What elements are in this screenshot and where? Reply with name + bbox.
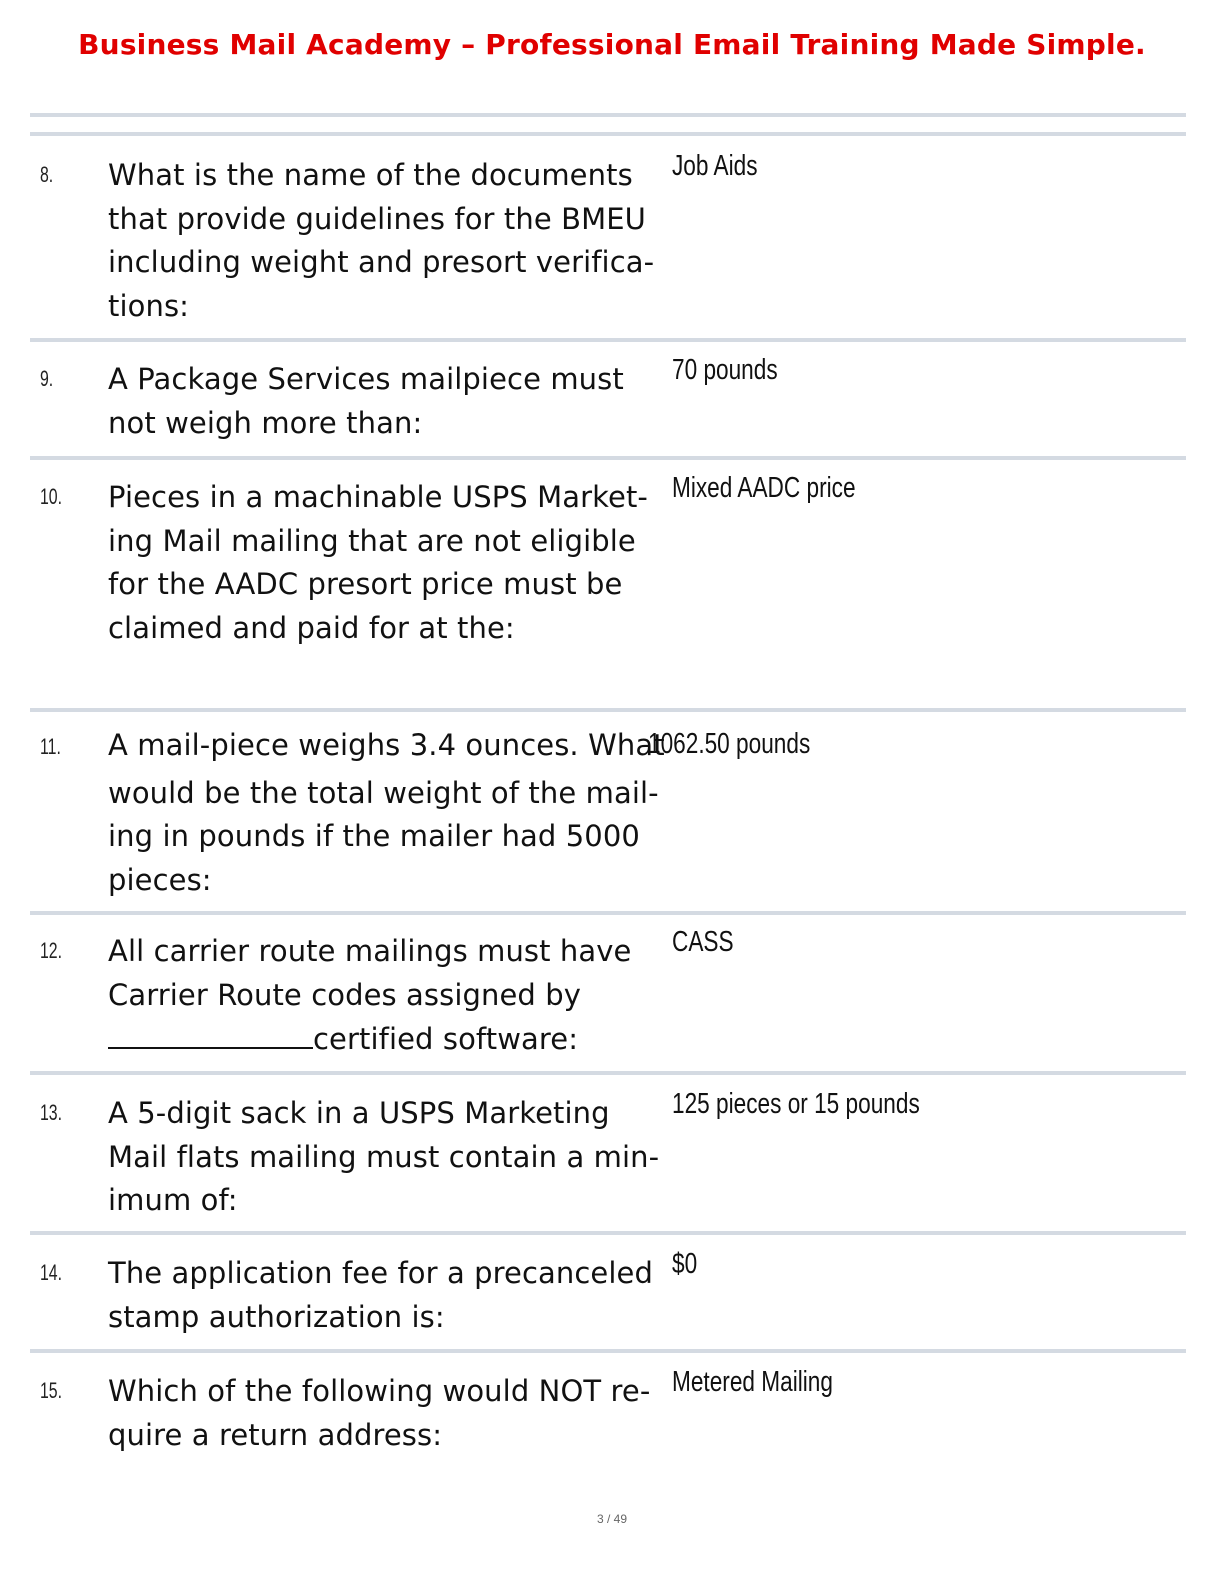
question-number: 8. bbox=[40, 162, 54, 187]
question-line: A Package Services mailpiece must bbox=[108, 362, 624, 396]
question-line: What is the name of the documents bbox=[108, 158, 633, 192]
question-divider bbox=[30, 1231, 1186, 1235]
question-line: A 5-digit sack in a USPS Marketing bbox=[108, 1096, 610, 1130]
question-line: quire a return address: bbox=[108, 1417, 443, 1452]
question-line: ing in pounds if the mailer had 5000 bbox=[108, 819, 640, 853]
question-line: All carrier route mailings must have bbox=[108, 934, 632, 968]
question-number: 12. bbox=[40, 938, 63, 963]
question-line: claimed and paid for at the: bbox=[108, 610, 515, 645]
page-header-title: Business Mail Academy – Professional Email Training Made Simple. bbox=[78, 28, 1146, 61]
question-line: including weight and presort verifica- bbox=[108, 245, 655, 279]
question-line: pieces: bbox=[108, 862, 212, 897]
answer-text: $0 bbox=[672, 1248, 698, 1280]
question-number: 15. bbox=[40, 1378, 63, 1403]
question-number: 13. bbox=[40, 1100, 63, 1125]
question-number: 11. bbox=[40, 734, 61, 759]
question-divider bbox=[30, 338, 1186, 342]
question-line: Carrier Route codes assigned by bbox=[108, 977, 582, 1012]
question-line: stamp authorization is: bbox=[108, 1299, 445, 1334]
question-text bbox=[108, 358, 673, 445]
question-divider bbox=[30, 1349, 1186, 1353]
question-text bbox=[108, 1252, 673, 1339]
question-line: ing Mail mailing that are not eligible bbox=[108, 523, 636, 558]
question-line bbox=[108, 1017, 673, 1059]
answer-text: 70 pounds bbox=[672, 354, 778, 386]
question-text bbox=[108, 930, 673, 1059]
question-number: 10. bbox=[40, 484, 63, 509]
question-line: tions: bbox=[108, 288, 190, 323]
question-text bbox=[108, 154, 673, 328]
page-number: 3 / 49 bbox=[596, 1512, 628, 1526]
header-divider bbox=[30, 113, 1186, 117]
answer-text: CASS bbox=[672, 926, 734, 958]
answer-text: 1062.50 pounds bbox=[648, 728, 811, 760]
answer-text: Mixed AADC price bbox=[672, 472, 856, 504]
question-number: 9. bbox=[40, 366, 54, 391]
question-text bbox=[108, 1370, 673, 1457]
question-divider bbox=[30, 708, 1186, 712]
question-line: The application fee for a precanceled bbox=[108, 1256, 653, 1290]
question-divider bbox=[30, 456, 1186, 460]
question-line: imum of: bbox=[108, 1183, 238, 1217]
answer-text: Metered Mailing bbox=[672, 1366, 833, 1398]
question-line: not weigh more than: bbox=[108, 405, 423, 440]
answer-text: 125 pieces or 15 pounds bbox=[672, 1088, 920, 1120]
question-line: Mail flats mailing must contain a min- bbox=[108, 1139, 660, 1174]
question-line-text: certified software: bbox=[313, 1022, 579, 1056]
question-line: that provide guidelines for the BMEU bbox=[108, 201, 646, 236]
question-line: for the AADC presort price must be bbox=[108, 567, 623, 601]
question-line: Which of the following would NOT re- bbox=[108, 1374, 651, 1408]
question-line: A mail-piece weighs 3.4 ounces. What bbox=[108, 728, 665, 762]
header-divider bbox=[30, 132, 1186, 136]
question-number: 14. bbox=[40, 1260, 63, 1285]
question-divider bbox=[30, 911, 1186, 915]
fill-in-blank bbox=[108, 1017, 313, 1049]
question-line: would be the total weight of the mail- bbox=[108, 775, 659, 810]
question-line: Pieces in a machinable USPS Market- bbox=[108, 480, 648, 514]
question-text bbox=[108, 1092, 673, 1223]
question-divider bbox=[30, 1071, 1186, 1075]
question-text bbox=[108, 476, 673, 650]
answer-text: Job Aids bbox=[672, 150, 758, 182]
